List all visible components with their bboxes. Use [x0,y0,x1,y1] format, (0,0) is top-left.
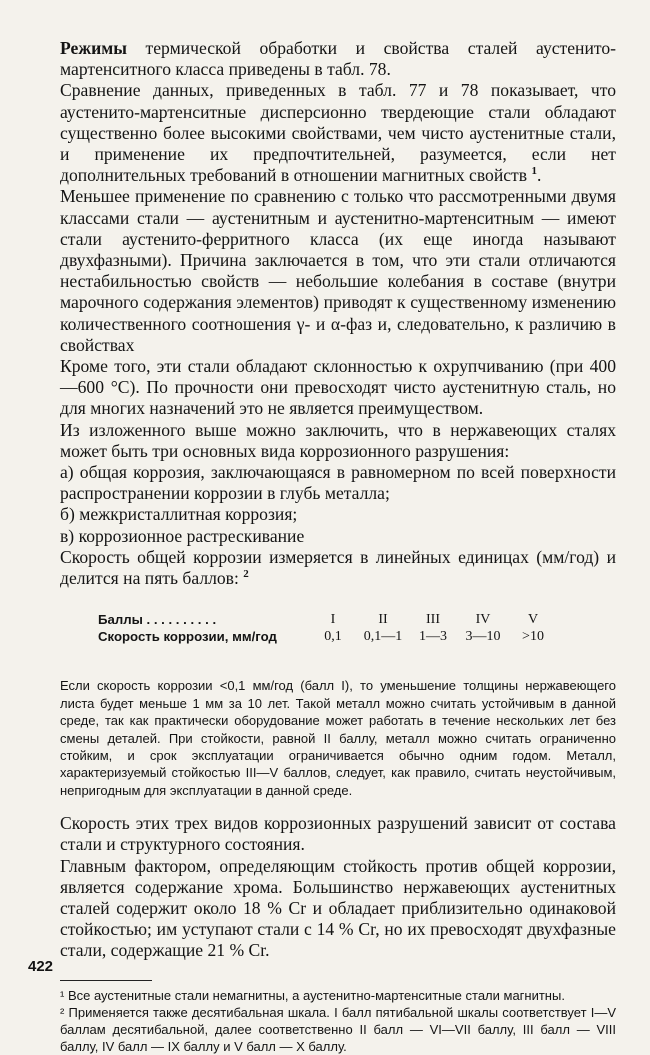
footnote-ref-2: 2 [243,568,249,581]
table-cell: 3—10 [465,629,501,645]
table-cell: III [426,612,440,628]
paragraph-2-end: . [536,165,542,186]
paragraph-6-text: Скорость общей коррозии измеряется в линейных единицах (мм/год) и делится на пять баллов: [60,546,616,589]
paragraph-2-text: Сравнение данных, приведенных в табл. 77 и 78 показывает, что аустенито-мартенситные дисперсионно твердеющие стали обладают существенно более высокими свойствами, чем чисто аустенитные стали, и применение их предпочтительней, разумеется, если нет дополнительных требований в отношении магнитных свойств [60,80,616,186]
paragraph-6 [60,547,616,589]
row-label: Баллы . . . . . . . . . . [98,612,217,628]
table-row [98,611,616,628]
table-cell: 0,1 [324,629,342,645]
table-cell: 0,1—1 [363,629,403,645]
list-item: б) межкристаллитная коррозия; [60,504,298,525]
page-number: 422 [28,958,54,975]
table-cell: >10 [522,629,544,645]
row-label: Скорость коррозии, мм/год [98,629,277,645]
corrosion-scale-table [98,611,616,645]
lead-word: Режимы [60,38,127,58]
body-text [60,38,616,1055]
list-item: в) коррозионное растрескивание [60,525,305,546]
footnote-ref-1: 1 [531,165,537,178]
paragraph-3: Меньшее применение по сравнению с только что рассмотренными двумя классами стали — аустенитным и аустенитно-мартенситным — имеют стали аустенито-ферритного класса (их еще иногда называют двухфазными). Причина заключается в том, что эти стали отличаются нестабильностью свойств — небольшие колебания в составе (внутри марочного содержания элементов) приводят к существенному изменению количественного соотношения γ- и α-фаз и, следовательно, к различию в свойствах [60,186,616,355]
table-cell: V [527,612,539,628]
list-item: а) общая коррозия, заключающаяся в равномерном по всей поверхности распространении коррозии в глубь металла; [60,462,616,504]
paragraph-5: Из изложенного выше можно заключить, что в нержавеющих сталях может быть три основных вида коррозионного разрушения: [60,419,616,461]
paragraph-8: Главным фактором, определяющим стойкость против общей коррозии, является содержание хрома. Большинство нержавеющих аустенитных сталей содержит около 18 % Сr и обладает приблизительно одинаковой стойкостью; им уступают стали с 14 % Сr, но их превосходят двухфазные стали, содержащие 21 % Сr. [60,855,616,961]
paragraph-4: Кроме того, эти стали обладают склонностью к охрупчиванию (при 400—600 °С). По прочности они превосходят чисто аустенитную сталь, но для многих назначений это не является преимуществом. [60,356,616,419]
small-print-note: Если скорость коррозии <0,1 мм/год (балл I), то уменьшение толщины нержавеющего листа будет меньше 1 мм за 10 лет. Такой металл можно считать устойчивым в данной среде, так как практически оборудование может работать в течение нескольких лет без смены деталей. При стойкости, равной II баллу, металл можно считать ограниченно стойким, и срок эксплуатации ограничивается обычно одним годом. Металл, характеризуемый стойкостью III—V баллов, следует, как правило, считать неустойчивым, непригодным для эксплуатации в данной среде. [60,678,616,798]
footnote-divider [60,980,152,981]
table-cell: I [330,612,336,628]
paragraph-2 [60,80,616,186]
table-row [98,628,616,645]
table-cell: II [378,612,388,628]
footnote-1: ¹ Все аустенитные стали немагнитны, а аустенитно-мартенситные стали магнитны. [60,987,565,1003]
table-cell: IV [475,612,491,628]
paragraph-1 [60,38,616,80]
table-cell: 1—3 [419,629,447,645]
paragraph-7: Скорость этих трех видов коррозионных разрушений зависит от состава стали и структурного состояния. [60,813,616,855]
footnote-2: ² Применяется также десятибальная шкала. I балл пятибальной шкалы соответствует I—V баллам десятибальной, далее соответственно II балл — VI—VII баллу, III балл — VIII баллу, IV балл — IX баллу и V балл — X баллу. [60,1004,616,1055]
paragraph-1-text: термической обработки и свойства сталей аустенито-мартенситного класса приведены в табл. 78. [60,38,616,80]
